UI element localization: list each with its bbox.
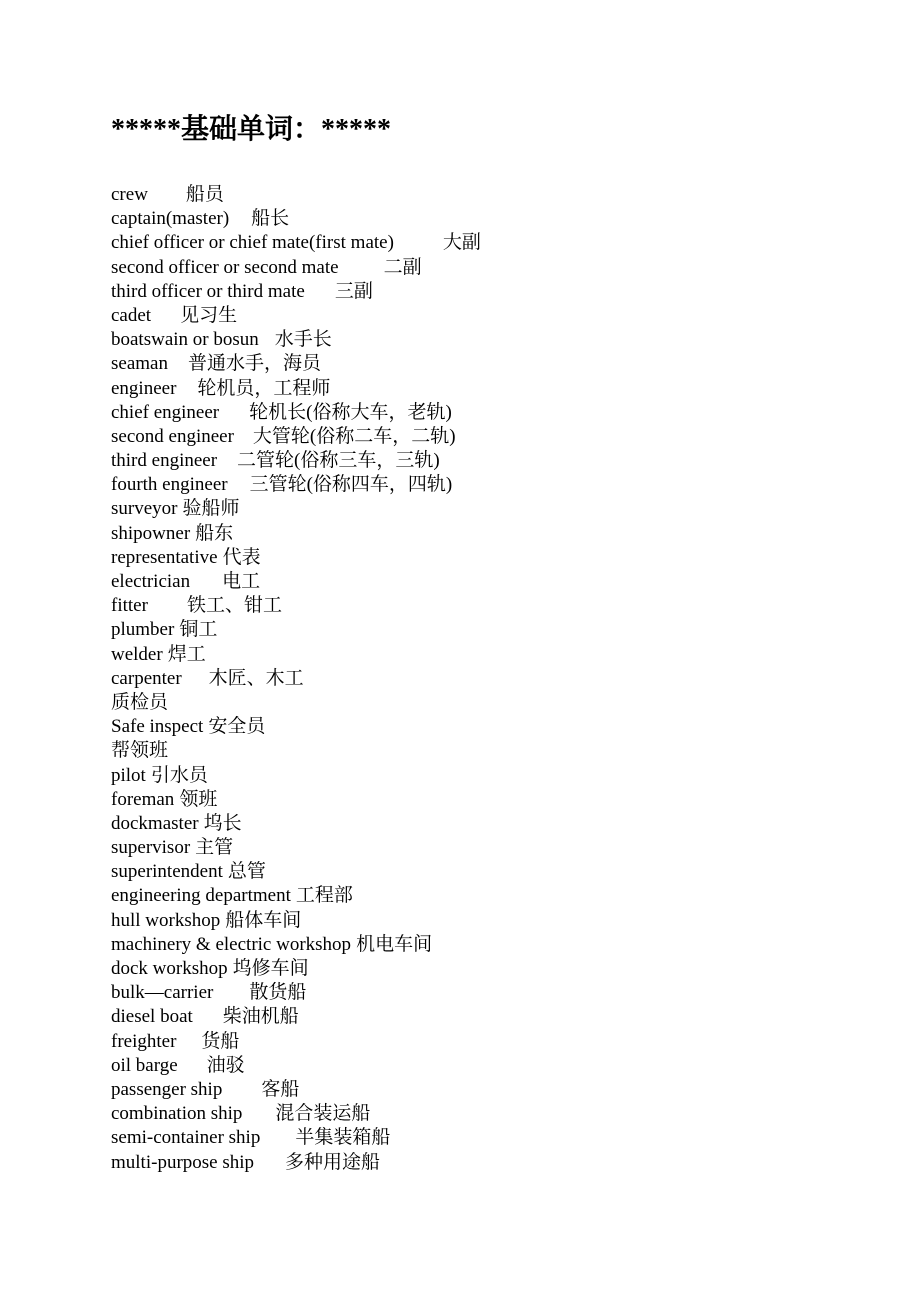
vocab-line [111, 546, 481, 570]
vocab-line [111, 328, 481, 352]
term-separator [148, 610, 187, 611]
vocab-list [111, 183, 481, 1175]
vocab-line [111, 377, 481, 401]
vocab-line [111, 183, 481, 207]
chinese-term: 坞长 [203, 812, 242, 834]
vocab-line [111, 860, 481, 884]
vocab-line [111, 667, 481, 691]
chinese-term: 客船 [261, 1078, 300, 1100]
term-separator [190, 586, 222, 587]
chinese-term: 大副 [442, 232, 481, 254]
chinese-term: 见习生 [180, 304, 238, 326]
vocab-line [111, 594, 481, 618]
chinese-term: 铁工、钳工 [186, 595, 282, 617]
vocab-line [111, 981, 481, 1005]
english-term: freighter [111, 1030, 177, 1052]
chinese-term: 二副 [383, 256, 422, 278]
english-term: shipowner [111, 522, 191, 544]
english-term: surveyor [111, 498, 178, 520]
term-separator [242, 1118, 275, 1119]
vocab-line [111, 739, 481, 763]
chinese-term: 船体车间 [225, 909, 302, 931]
vocab-line [111, 643, 481, 667]
vocab-line [111, 304, 481, 328]
vocab-line [111, 764, 481, 788]
chinese-term: 木匠、木工 [208, 667, 304, 689]
chinese-term: 领班 [179, 788, 218, 810]
vocab-line [111, 836, 481, 860]
chinese-term: 铜工 [179, 619, 218, 641]
chinese-term: 油驳 [206, 1054, 245, 1076]
english-term: pilot [111, 764, 146, 786]
chinese-term: 船东 [195, 522, 234, 544]
term-separator [176, 1046, 201, 1047]
english-term: second officer or second mate [111, 256, 339, 278]
english-term: foreman [111, 788, 175, 810]
english-term: engineering department [111, 885, 291, 907]
english-term: supervisor [111, 837, 191, 859]
chinese-term: 船长 [251, 208, 290, 230]
term-separator [182, 683, 209, 684]
vocab-line [111, 715, 481, 739]
english-term: machinery & electric workshop [111, 933, 352, 955]
english-term: boatswain or bosun [111, 329, 259, 351]
english-term: chief officer or chief mate(first mate) [111, 232, 394, 254]
english-term: third officer or third mate [111, 280, 305, 302]
english-term: carpenter [111, 667, 182, 689]
vocab-line [111, 497, 481, 521]
vocab-line [111, 1126, 481, 1150]
term-separator [176, 393, 197, 394]
vocab-line [111, 280, 481, 304]
english-term: hull workshop [111, 909, 221, 931]
english-term: combination ship [111, 1103, 243, 1125]
vocab-line [111, 1078, 481, 1102]
english-term: cadet [111, 304, 152, 326]
english-term: third engineer [111, 450, 218, 472]
vocab-line [111, 256, 481, 280]
chinese-term: 机电车间 [356, 933, 433, 955]
english-term: captain(master) [111, 208, 230, 230]
english-term: multi-purpose ship [111, 1151, 255, 1173]
english-term: plumber [111, 619, 175, 641]
vocab-line [111, 231, 481, 255]
vocab-line [111, 957, 481, 981]
chinese-term: 柴油机船 [222, 1006, 299, 1028]
vocab-line [111, 522, 481, 546]
vocab-line [111, 884, 481, 908]
english-term: electrician [111, 571, 191, 592]
vocab-line [111, 425, 481, 449]
english-term: second engineer [111, 425, 234, 447]
vocab-line [111, 1151, 481, 1175]
english-term: seaman [111, 353, 168, 375]
english-term: diesel boat [111, 1006, 193, 1028]
chinese-term: 验船师 [182, 498, 240, 520]
english-term: Safe inspect [111, 716, 204, 738]
vocab-line [111, 1005, 481, 1029]
vocab-line [111, 207, 481, 231]
vocab-line [111, 449, 481, 473]
chinese-term: 普通水手，海员 [187, 353, 321, 375]
term-separator [339, 272, 384, 273]
chinese-term: 焊工 [167, 643, 206, 665]
vocab-line [111, 933, 481, 957]
chinese-term: 半集装箱船 [295, 1127, 391, 1149]
english-term: fitter [111, 595, 148, 617]
chinese-term: 帮领班 [111, 740, 169, 762]
term-separator [229, 223, 251, 224]
vocab-line [111, 618, 481, 642]
vocab-line [111, 401, 481, 425]
vocab-line [111, 788, 481, 812]
chinese-term: 引水员 [150, 764, 208, 786]
english-term: semi-container ship [111, 1127, 261, 1149]
term-separator [254, 1167, 285, 1168]
vocab-line [111, 812, 481, 836]
chinese-term: 总管 [227, 861, 266, 883]
term-separator [222, 1094, 261, 1095]
term-separator [193, 1021, 223, 1022]
term-separator [259, 344, 275, 345]
chinese-term: 轮机长(俗称大车，老轨) [249, 401, 452, 423]
english-term: dockmaster [111, 812, 199, 834]
page-title: *****基础单词：***** [111, 114, 392, 145]
chinese-term: 混合装运船 [275, 1103, 371, 1125]
term-separator [148, 199, 186, 200]
chinese-term: 货船 [201, 1030, 240, 1052]
english-term: representative [111, 546, 218, 568]
term-separator [260, 1142, 295, 1143]
chinese-term: 质检员 [111, 691, 169, 713]
chinese-term: 代表 [222, 546, 261, 568]
chinese-term: 轮机员，工程师 [197, 377, 331, 399]
english-term: oil barge [111, 1054, 178, 1076]
vocab-line [111, 352, 481, 376]
chinese-term: 二管轮(俗称三车，三轨) [237, 450, 440, 472]
chinese-term: 电工 [222, 571, 261, 592]
term-separator [168, 368, 188, 369]
chinese-term: 安全员 [208, 716, 266, 738]
vocab-line [111, 1054, 481, 1078]
term-separator [394, 247, 443, 248]
term-separator [178, 1070, 207, 1071]
chinese-term: 主管 [195, 837, 234, 859]
term-separator [305, 296, 335, 297]
vocab-line [111, 570, 481, 594]
chinese-term: 船员 [185, 184, 224, 205]
english-term: fourth engineer [111, 474, 228, 496]
chinese-term: 水手长 [274, 329, 332, 351]
vocab-line [111, 691, 481, 715]
english-term: welder [111, 643, 163, 665]
vocab-line [111, 1030, 481, 1054]
english-term: chief engineer [111, 401, 220, 423]
chinese-term: 三管轮(俗称四车，四轨) [249, 474, 453, 496]
term-separator [217, 465, 237, 466]
chinese-term: 散货船 [249, 982, 307, 1004]
english-term: crew [111, 184, 148, 205]
term-separator [151, 320, 180, 321]
chinese-term: 坞修车间 [232, 958, 309, 979]
term-separator [234, 441, 253, 442]
vocab-line [111, 909, 481, 933]
english-term: bulk—carrier [111, 982, 214, 1004]
english-term: passenger ship [111, 1078, 223, 1100]
term-separator [228, 489, 250, 490]
english-term: engineer [111, 377, 177, 399]
chinese-term: 工程部 [295, 885, 353, 907]
term-separator [213, 997, 249, 998]
english-term: superintendent [111, 861, 223, 883]
chinese-term: 多种用途船 [285, 1151, 381, 1173]
vocab-line [111, 473, 481, 497]
vocab-line [111, 1102, 481, 1126]
chinese-term: 三副 [334, 280, 373, 302]
term-separator [219, 417, 249, 418]
chinese-term: 大管轮(俗称二车，二轨) [252, 425, 456, 447]
english-term: dock workshop [111, 958, 228, 979]
